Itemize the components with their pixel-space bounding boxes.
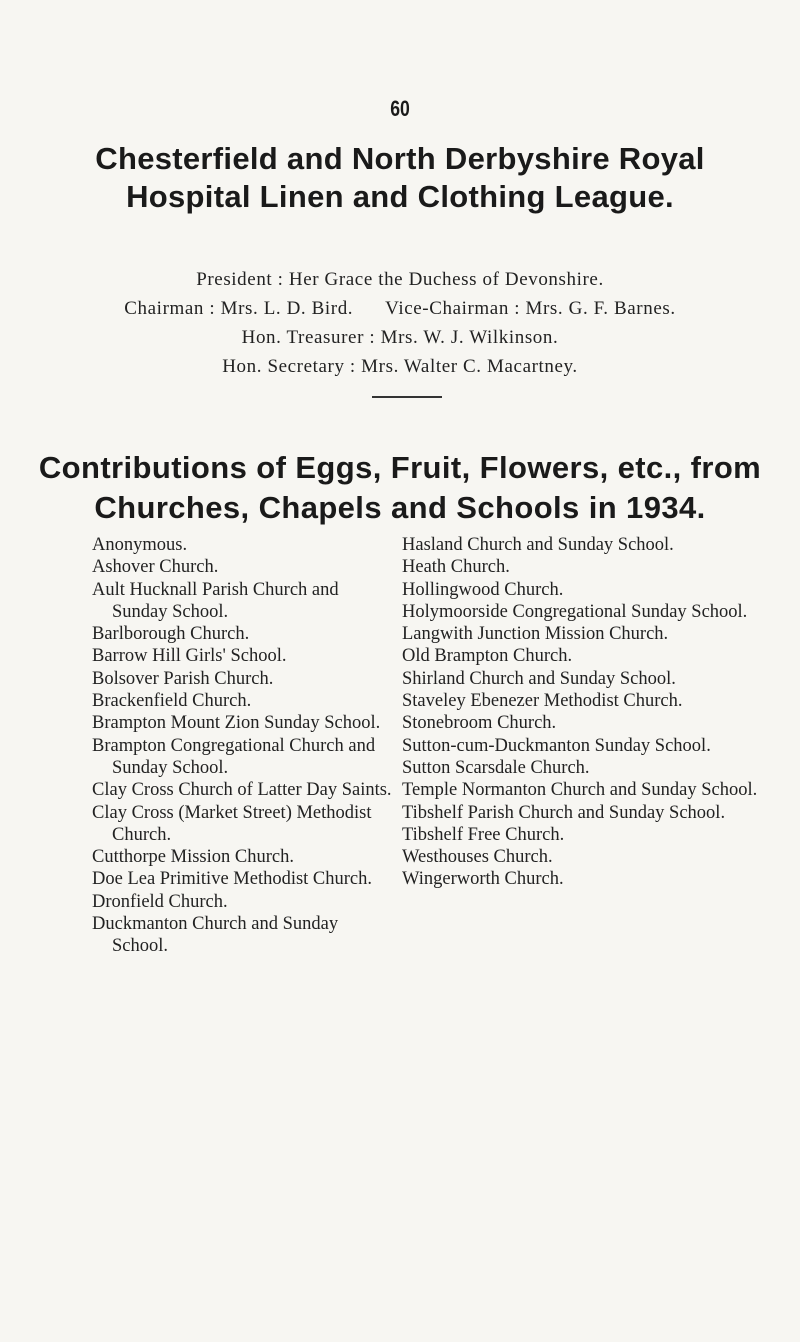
- list-item: Old Brampton Church.: [402, 646, 573, 667]
- list-item: Heath Church.: [402, 557, 510, 578]
- list-item: Ault Hucknall Parish Church and Sunday School.: [92, 579, 339, 622]
- list-item: Staveley Ebenezer Methodist Church.: [402, 691, 683, 712]
- chairman-line: Chairman : Mrs. L. D. Bird.: [124, 298, 354, 319]
- list-item: Sutton Scarsdale Church.: [402, 757, 590, 778]
- chairman-row: [0, 294, 800, 323]
- list-item: Stonebroom Church.: [402, 713, 557, 734]
- list-item: Temple Normanton Church and Sunday School.: [402, 780, 758, 801]
- list-item: Brampton Mount Zion Sunday School.: [92, 713, 381, 734]
- page-number: 60: [390, 96, 410, 121]
- treasurer-line: Hon. Treasurer : Mrs. W. J. Wilkinson.: [241, 327, 559, 348]
- list-item: Wingerworth Church.: [402, 869, 564, 890]
- list-item: Bolsover Parish Church.: [92, 668, 274, 689]
- list-item: Sutton-cum-Duckmanton Sunday School.: [402, 735, 711, 756]
- list-item: Clay Cross Church of Latter Day Saints.: [92, 780, 392, 801]
- contributors-right-column: [402, 534, 774, 891]
- list-item: Holymoorside Congregational Sunday School.: [402, 601, 748, 622]
- section-heading: [0, 448, 800, 528]
- secretary-line: Hon. Secretary : Mrs. Walter C. Macartney.: [222, 356, 578, 377]
- officers-list: [0, 265, 800, 381]
- contributors-left-column: [92, 534, 392, 958]
- list-item: Barrow Hill Girls' School.: [92, 646, 287, 667]
- list-item: Duckmanton Church and Sunday School.: [92, 914, 339, 957]
- list-item: Westhouses Church.: [402, 847, 553, 868]
- title-line-2: Hospital Linen and Clothing League.: [126, 179, 674, 214]
- list-item: Anonymous.: [92, 535, 188, 555]
- list-item: Brampton Congregational Church and Sunday School.: [92, 735, 376, 778]
- list-item: Brackenfield Church.: [92, 691, 252, 712]
- list-item: Tibshelf Free Church.: [402, 824, 565, 845]
- list-item: Langwith Junction Mission Church.: [402, 624, 669, 645]
- title-line-1: Chesterfield and North Derbyshire Royal: [95, 141, 705, 176]
- list-item: Tibshelf Parish Church and Sunday School.: [402, 802, 726, 823]
- list-item: Cutthorpe Mission Church.: [92, 847, 294, 868]
- list-item: Shirland Church and Sunday School.: [402, 668, 676, 689]
- list-item: Barlborough Church.: [92, 624, 250, 645]
- list-item: Hollingwood Church.: [402, 579, 564, 600]
- heading-line-2: Churches, Chapels and Schools in 1934.: [94, 490, 706, 525]
- section-divider: [372, 396, 442, 398]
- list-item: Clay Cross (Market Street) Methodist Church.: [92, 802, 372, 845]
- president-line: President : Her Grace the Duchess of Devonshire.: [196, 269, 604, 290]
- list-item: Dronfield Church.: [92, 891, 228, 912]
- document-title: [0, 140, 800, 216]
- list-item: Ashover Church.: [92, 557, 219, 578]
- list-item: Doe Lea Primitive Methodist Church.: [92, 869, 373, 890]
- list-item: Hasland Church and Sunday School.: [402, 535, 674, 555]
- heading-line-1: Contributions of Eggs, Fruit, Flowers, etc., from: [38, 450, 762, 485]
- vice-chairman-line: Vice-Chairman : Mrs. G. F. Barnes.: [385, 298, 676, 319]
